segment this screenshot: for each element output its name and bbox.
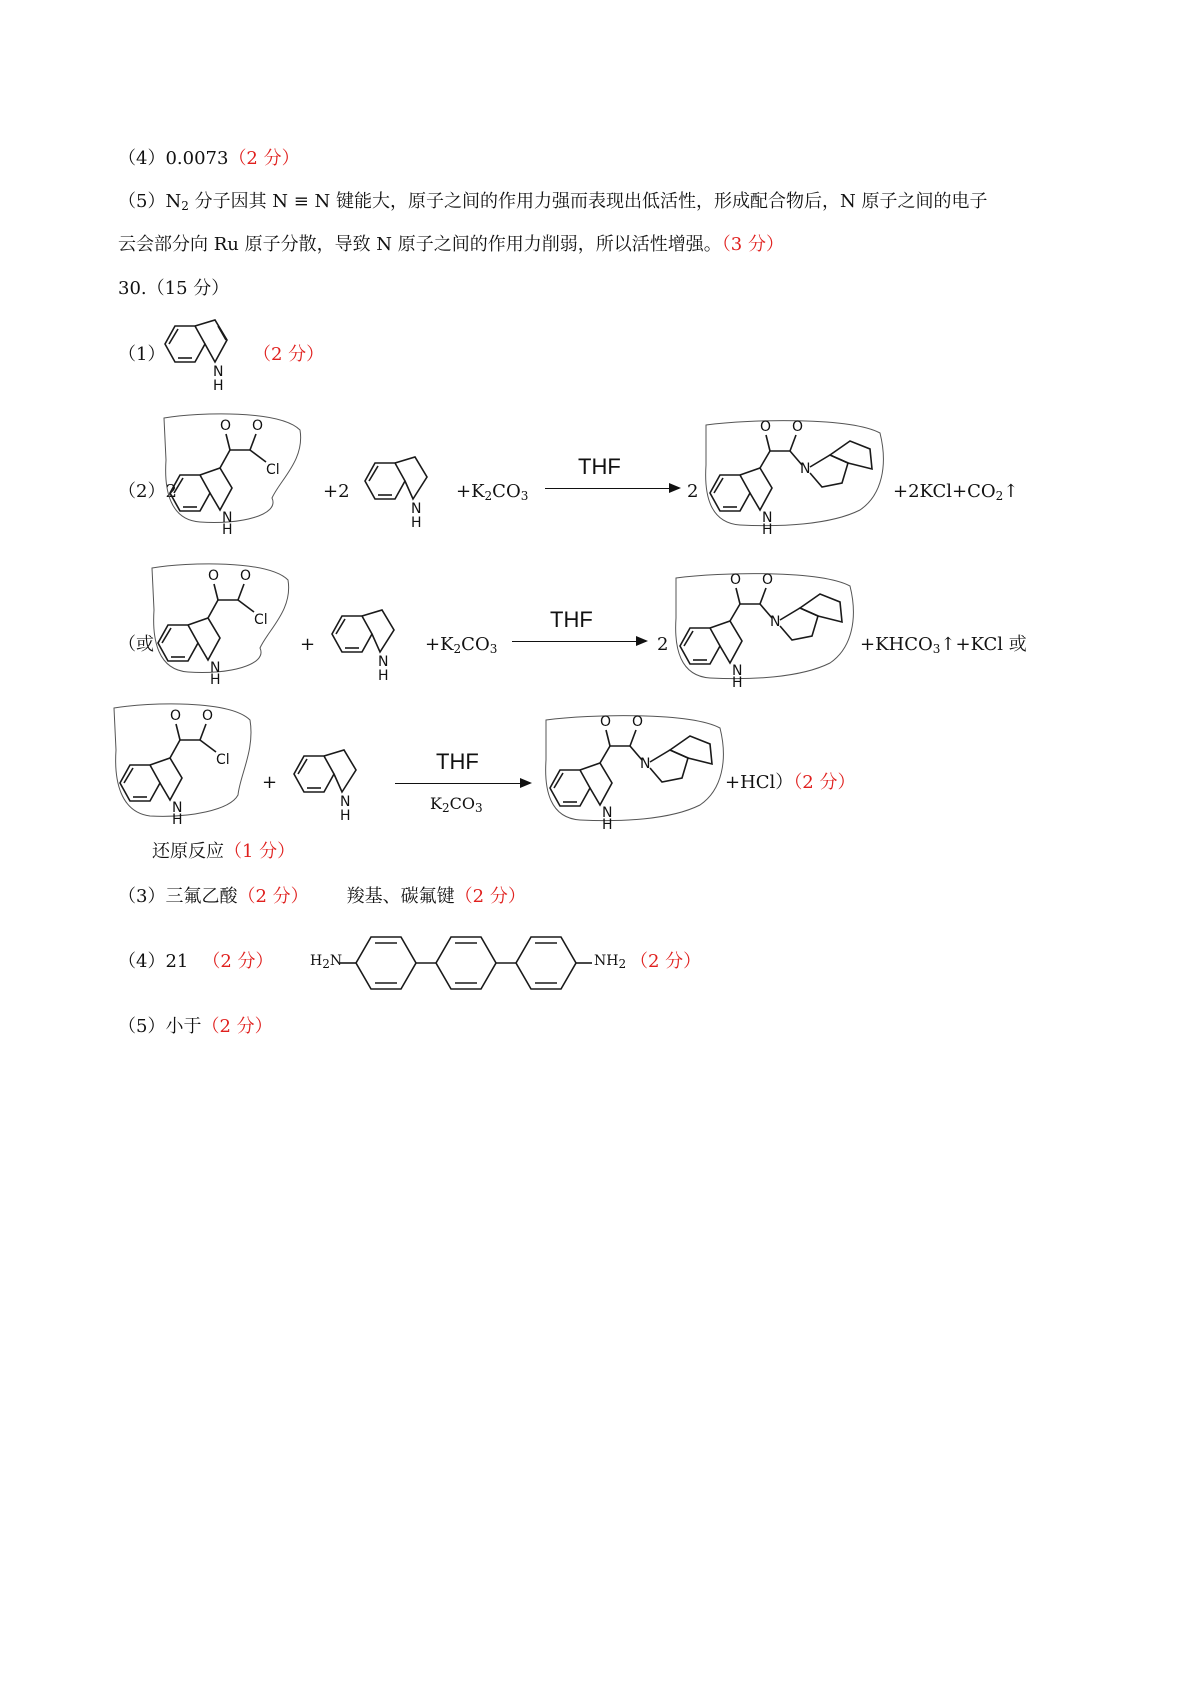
benzene-ring xyxy=(830,441,872,469)
byproducts-c xyxy=(725,774,856,792)
terphenyl-diamine-structure xyxy=(340,928,610,998)
byproduct-text: +KHCO xyxy=(860,634,933,655)
hand-drawn-circle xyxy=(114,704,251,816)
hydrogen-label: H xyxy=(210,672,221,688)
k2co3-reagent xyxy=(456,483,528,501)
reaction-arrow-alt xyxy=(512,641,646,642)
chlorine-label: Cl xyxy=(266,462,280,478)
nitrogen-label: N xyxy=(770,614,781,630)
carbonyl-bond xyxy=(630,730,636,746)
double-bond xyxy=(369,466,378,481)
carbonyl-bond xyxy=(200,724,206,740)
benzene-ring xyxy=(365,463,405,499)
oxygen-label: O xyxy=(170,708,182,724)
n2-formula xyxy=(165,191,188,212)
benzene-ring xyxy=(670,736,712,764)
oxygen-label: O xyxy=(792,419,804,435)
part-4-label: （4） xyxy=(118,951,166,972)
co-symbol: CO xyxy=(492,481,521,502)
hydrogen-label: H xyxy=(411,515,422,531)
hco3-subscript: 3 xyxy=(932,642,941,656)
part-3-answer-1: 三氟乙酸 xyxy=(165,886,238,907)
byproduct-text: +HCl） xyxy=(725,772,794,793)
co3-subscript: 3 xyxy=(520,489,529,503)
co3-subscript: 3 xyxy=(474,801,483,815)
nitrogen-label: N xyxy=(210,660,221,676)
part-1-label: （1） xyxy=(118,344,166,365)
single-bond xyxy=(730,604,740,621)
nitrogen-label: N xyxy=(172,800,183,816)
benzene-ring xyxy=(800,594,842,622)
nh2-label xyxy=(594,953,627,971)
indoline-structure-c xyxy=(284,748,374,824)
double-bond xyxy=(174,478,183,493)
carbonyl-bond xyxy=(238,584,244,600)
k-subscript: 2 xyxy=(484,489,493,503)
single-bond xyxy=(760,451,770,468)
hydrogen-label: H xyxy=(222,522,233,538)
oxygen-label: O xyxy=(252,418,264,434)
answer-5-line1 xyxy=(118,193,988,211)
hand-drawn-circle xyxy=(676,574,854,679)
arrow-below-k2co3 xyxy=(430,794,483,815)
h-symbol: H xyxy=(310,953,323,969)
part-2-label-text: （2） xyxy=(118,481,166,502)
oxygen-label: O xyxy=(208,568,220,584)
carbonyl-bond xyxy=(736,588,740,604)
part-5-score: （2 分） xyxy=(201,1016,273,1037)
nitrogen-label: N xyxy=(762,510,773,526)
double-bond xyxy=(298,759,307,774)
benzene-ring xyxy=(710,475,750,511)
k2co3-reagent-alt xyxy=(425,636,497,654)
answer-4-label: （4） xyxy=(118,148,166,169)
single-bond xyxy=(200,740,216,752)
chlorine-label: Cl xyxy=(216,752,230,768)
part-3-score-2: （2 分） xyxy=(454,886,526,907)
oxygen-label: O xyxy=(220,418,232,434)
answer-5-text1: 分子因其 N ≡ N 键能大，原子之间的作用力强而表现出低活性，形成配合物后，N 原子之间的电子 xyxy=(188,191,988,212)
hydrogen-label: H xyxy=(340,808,351,824)
double-bond xyxy=(124,768,133,783)
reaction-arrow xyxy=(545,488,679,489)
single-bond xyxy=(208,600,218,618)
reaction-arrow-c xyxy=(395,783,530,784)
k-subscript: 2 xyxy=(453,642,462,656)
answer-5-text2: 云会部分向 Ru 原子分散，导致 N 原子之间的作用力削弱，所以活性增强。 xyxy=(118,234,722,255)
part-2-score: （2 分） xyxy=(793,772,856,793)
double-bond xyxy=(162,628,171,643)
carbonyl-bond xyxy=(790,435,796,451)
single-bond xyxy=(238,600,254,612)
answer-part-5 xyxy=(118,1018,273,1036)
benzene-ring xyxy=(158,625,198,661)
nitrogen-label: N xyxy=(640,756,651,772)
k-symbol: K xyxy=(430,794,442,813)
byproducts-a xyxy=(893,483,1018,501)
answer-part-3 xyxy=(118,888,526,906)
part-3-score-1: （2 分） xyxy=(237,886,309,907)
benzene-ring xyxy=(680,628,720,664)
indole-glyoxylyl-chloride-structure-alt xyxy=(148,560,293,688)
carbonyl-bond xyxy=(214,584,218,600)
answer-5-score: （3 分） xyxy=(721,234,784,255)
co-symbol: CO xyxy=(449,794,475,813)
byproduct-end: ↑+KCl 或 xyxy=(940,634,1027,655)
reaction-type xyxy=(152,843,295,861)
h2-subscript: 2 xyxy=(322,957,330,971)
carbonyl-bond xyxy=(766,435,770,451)
benzene-ring xyxy=(294,756,334,792)
carbonyl-bond xyxy=(226,434,230,450)
oxygen-label: O xyxy=(202,708,214,724)
n-symbol: N xyxy=(329,953,343,969)
indoline-structure-alt xyxy=(322,608,412,684)
single-bond xyxy=(600,746,610,763)
pyrroline-ring xyxy=(395,457,427,499)
part-1-score: （2 分） xyxy=(253,344,325,365)
plus-sign: + xyxy=(262,772,278,793)
pyrroline-ring xyxy=(324,750,356,792)
k-subscript: 2 xyxy=(441,801,450,815)
part-3-label: （3） xyxy=(118,886,166,907)
oxygen-label: O xyxy=(760,419,772,435)
answer-4-value: 0.0073 xyxy=(165,148,229,169)
nitrogen-label: N xyxy=(378,654,389,670)
arrow-label-thf: THF xyxy=(578,454,621,479)
arrow-label-thf-alt: THF xyxy=(550,607,593,632)
oxygen-label: O xyxy=(762,572,774,588)
single-bond xyxy=(170,740,180,758)
pyrroline-ring xyxy=(362,610,394,652)
benzene-ring xyxy=(550,770,590,806)
indole-glyoxylyl-chloride-structure-c xyxy=(110,700,255,828)
benzene-ring xyxy=(120,765,160,801)
nitrogen-label: N xyxy=(340,794,351,810)
gas-arrow: ↑ xyxy=(1003,481,1019,502)
hydrogen-label: H xyxy=(213,378,224,394)
answer-part-4 xyxy=(118,953,274,971)
co2-subscript: 2 xyxy=(995,489,1004,503)
product-structure-c xyxy=(540,710,730,833)
hydrogen-label: H xyxy=(732,675,743,691)
k-symbol: +K xyxy=(425,634,454,655)
product-structure-alt xyxy=(670,568,860,691)
hydrogen-label: H xyxy=(602,817,613,833)
single-bond xyxy=(250,450,266,462)
nitrogen-label: N xyxy=(213,364,224,380)
product-structure xyxy=(700,415,890,538)
nh-symbol: NH xyxy=(594,953,619,969)
plus-coefficient: +2 xyxy=(323,481,350,502)
benzene-ring xyxy=(332,616,372,652)
nh2-subscript: 2 xyxy=(618,957,627,971)
part-5-value: 小于 xyxy=(165,1016,202,1037)
double-bond xyxy=(218,326,226,340)
benzene-ring xyxy=(516,937,576,989)
oxygen-label: O xyxy=(240,568,252,584)
carbonyl-bond xyxy=(606,730,610,746)
byproduct-text: +2KCl+CO xyxy=(893,481,996,502)
indole-structure xyxy=(155,318,255,394)
chlorine-label: Cl xyxy=(254,612,268,628)
double-bond xyxy=(684,631,693,646)
indoline-structure xyxy=(355,455,445,531)
byproducts-b xyxy=(860,636,1027,654)
answer-5-label: （5） xyxy=(118,191,166,212)
reaction-type-text: 还原反应 xyxy=(152,841,224,862)
oxygen-label: O xyxy=(730,572,742,588)
nitrogen-label: N xyxy=(222,510,233,526)
single-bond xyxy=(220,450,230,468)
part-4-score-2: （2 分） xyxy=(630,951,702,972)
benzene-ring xyxy=(356,937,416,989)
benzene-ring xyxy=(165,326,205,362)
part-4-score-1: （2 分） xyxy=(202,951,274,972)
double-bond xyxy=(336,619,345,634)
oxygen-label: O xyxy=(632,714,644,730)
product-coefficient-alt: 2 xyxy=(657,634,669,655)
co-symbol: CO xyxy=(461,634,490,655)
product-coefficient: 2 xyxy=(687,481,699,502)
reaction-type-score: （1 分） xyxy=(224,841,296,862)
hand-drawn-circle xyxy=(546,716,724,821)
carbonyl-bond xyxy=(176,724,180,740)
n2-subscript: 2 xyxy=(181,199,189,213)
hand-drawn-circle xyxy=(706,421,884,526)
arrow-label-thf-c: THF xyxy=(436,749,479,774)
coefficient: 2 xyxy=(165,481,177,502)
alternative-open: （或 xyxy=(118,634,154,655)
double-bond xyxy=(169,329,178,344)
benzene-ring xyxy=(436,937,496,989)
k-symbol: +K xyxy=(456,481,485,502)
answer-4 xyxy=(118,150,300,168)
pyrrole-ring xyxy=(195,320,227,362)
answer-5-line2 xyxy=(118,236,784,254)
carbonyl-bond xyxy=(760,588,766,604)
indole-glyoxylyl-chloride-structure xyxy=(160,410,305,538)
plus-sign: + xyxy=(300,634,316,655)
answer-4-score: （2 分） xyxy=(228,148,300,169)
hydrogen-label: H xyxy=(762,522,773,538)
co3-subscript: 3 xyxy=(489,642,498,656)
nitrogen-label: N xyxy=(411,501,422,517)
hydrogen-label: H xyxy=(378,668,389,684)
n2-symbol: N xyxy=(165,191,182,212)
benzene-ring xyxy=(170,475,210,511)
question-30-heading: 30.（15 分） xyxy=(118,278,230,299)
h2n-label xyxy=(310,953,343,971)
carbonyl-bond xyxy=(250,434,256,450)
part-4-value: 21 xyxy=(165,951,189,972)
part-5-label: （5） xyxy=(118,1016,166,1037)
nitrogen-label: N xyxy=(732,663,743,679)
oxygen-label: O xyxy=(600,714,612,730)
double-bond xyxy=(714,478,723,493)
hydrogen-label: H xyxy=(172,812,183,828)
nitrogen-label: N xyxy=(800,461,811,477)
double-bond xyxy=(554,773,563,788)
part-3-answer-2: 羧基、碳氟键 xyxy=(346,886,455,907)
nitrogen-label: N xyxy=(602,805,613,821)
